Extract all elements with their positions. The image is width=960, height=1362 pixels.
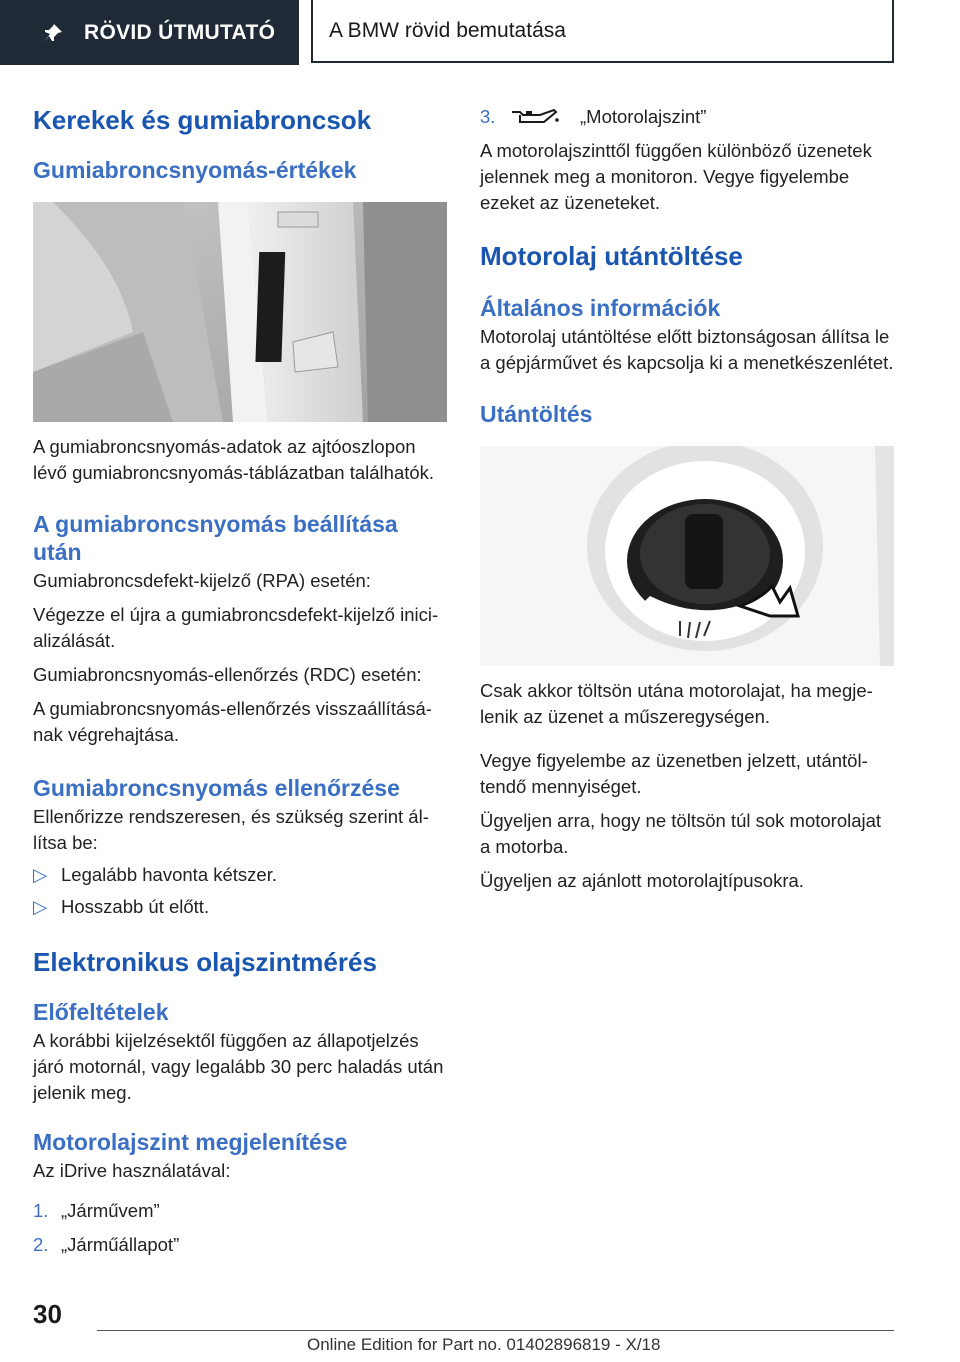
heading-topup: Utántöltés: [480, 401, 593, 427]
list-item-text: Hosszabb út előtt.: [61, 896, 210, 917]
steps-list: [33, 1198, 447, 1258]
heading-prerequisites: Előfeltételek: [33, 999, 169, 1025]
heading-tires: Kerekek és gumiabroncsok: [33, 105, 372, 135]
oil-filler-photo: [480, 446, 894, 666]
edition-label: Online Edition for Part no. 01402896819 - X/18: [307, 1335, 661, 1354]
door-pillar-illustration: [33, 202, 447, 422]
list-item: [33, 1232, 447, 1258]
paragraph-step3: A motorolajszinttől függően különböző üzenetek jelennek meg a monitoron. Vegye figyelembe ezeket az üzeneteket.: [480, 140, 872, 213]
paragraph-prerequisites: A korábbi kijelzésektől függően az állapotjelzés járó motornál, vagy legalább 30 perc haladás után jelenik meg.: [33, 1030, 444, 1103]
paragraph-rpa: Gumiabroncsdefekt-kijelző (RPA) esetén:: [33, 570, 371, 591]
pushpin-icon: [42, 22, 64, 44]
paragraph-check: Ellenőrizze rendszeresen, és szükség szerint állítsa be:: [33, 806, 429, 853]
paragraph-display: Az iDrive használatával:: [33, 1160, 231, 1181]
step-number: 3.: [480, 106, 496, 127]
triangle-bullet-icon: ▷: [33, 896, 48, 917]
step-text: „Járműállapot”: [61, 1234, 180, 1255]
heading-after-setting-line1: A gumiabroncsnyomás beállítása: [33, 511, 398, 537]
list-item: [480, 104, 894, 130]
paragraph-oil-types: Ügyeljen az ajánlott motorolajtípusokra.: [480, 870, 804, 891]
check-list: [33, 862, 447, 920]
heading-general: Általános információk: [480, 295, 721, 321]
page-header: [0, 0, 960, 66]
heading-oil-level: Elektronikus olajszintmérés: [33, 947, 377, 977]
chapter-title: A BMW rövid bemutatása: [329, 18, 566, 42]
list-item: [33, 1198, 447, 1224]
paragraph-amount: Vegye figyelembe az üzenetben jelzett, utántöltendő mennyiséget.: [480, 750, 868, 797]
paragraph-topup: Csak akkor töltsön utána motorolajat, ha megjelenik az üzenet a műszeregységen.: [480, 680, 873, 727]
step-text: „Járművem”: [61, 1200, 160, 1221]
page-number: 30: [33, 1299, 62, 1329]
heading-after-setting: [33, 510, 447, 566]
paragraph-not-too-much: Ügyeljen arra, hogy ne töltsön túl sok motorolajat a motorba.: [480, 810, 882, 857]
heading-pressure-values: Gumiabroncsnyomás-értékek: [33, 157, 357, 183]
step-number: 1.: [33, 1200, 49, 1221]
heading-refill: Motorolaj utántöltése: [480, 241, 743, 271]
paragraph-rpa-action: Végezze el újra a gumiabroncsdefekt-kijelző inicializálását.: [33, 604, 439, 651]
door-pillar-photo: [33, 202, 447, 422]
footer-divider: [97, 1330, 894, 1331]
chapter-title-tab[interactable]: [311, 0, 894, 63]
section-tab[interactable]: [0, 0, 299, 65]
list-item: [33, 862, 447, 888]
paragraph-general: Motorolaj utántöltése előtt biztonságosan állítsa le a gépjárművet és kapcsolja ki a menetkészenlétet.: [480, 326, 894, 373]
section-tab-label: RÖVID ÚTMUTATÓ: [84, 20, 276, 44]
paragraph-rdc: Gumiabroncsnyomás-ellenőrzés (RDC) esetén:: [33, 664, 422, 685]
paragraph-pressure-values: A gumiabroncsnyomás-adatok az ajtóoszlopon lévő gumiabroncsnyomás-táblázatban találhatók.: [33, 436, 435, 483]
step-text: „Motorolajszint”: [580, 106, 707, 127]
left-column: [33, 96, 447, 1258]
heading-check: Gumiabroncsnyomás ellenőrzése: [33, 775, 400, 801]
list-item-text: Legalább havonta kétszer.: [61, 864, 277, 885]
right-column: [480, 96, 894, 894]
oil-filler-illustration: [480, 446, 894, 666]
triangle-bullet-icon: ▷: [33, 864, 48, 885]
list-item: [33, 894, 447, 920]
oil-can-icon: [510, 106, 560, 128]
heading-after-setting-line2: után: [33, 539, 82, 565]
paragraph-rdc-action: A gumiabroncsnyomás-ellenőrzés visszaállításának végrehajtása.: [33, 698, 432, 745]
step-number: 2.: [33, 1234, 49, 1255]
heading-display: Motorolajszint megjelenítése: [33, 1129, 348, 1155]
